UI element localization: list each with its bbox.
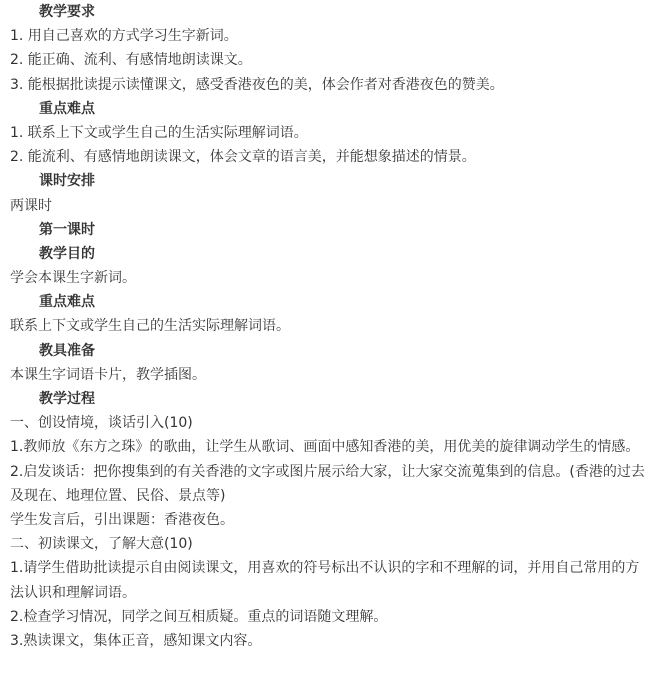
process-step-1-1: 1.教师放《东方之珠》的歌曲，让学生从歌词、画面中感知香港的美，用优美的旋律调动学生的情感。 (10, 439, 640, 456)
heading-teaching-aids: 教具准备 (39, 342, 95, 359)
heading-key-difficulties: 重点难点 (39, 100, 95, 117)
requirement-item-2: 2. 能正确、流利、有感情地朗读课文。 (10, 52, 252, 69)
difficulty-item-1: 1. 联系上下文或学生自己的生活实际理解词语。 (10, 124, 308, 141)
heading-schedule: 课时安排 (39, 173, 95, 190)
heading-teaching-purpose: 教学目的 (39, 245, 95, 262)
process-section-1: 一、创设情境，谈话引入(10) (10, 415, 193, 432)
difficulty-item-2: 2. 能流利、有感情地朗读课文，体会文章的语言美，并能想象描述的情景。 (10, 149, 476, 166)
process-step-2-2: 2.检查学习情况，同学之间互相质疑。重点的词语随文理解。 (10, 608, 388, 625)
schedule-text: 两课时 (10, 197, 52, 214)
heading-key-difficulties-2: 重点难点 (39, 294, 95, 311)
requirement-item-3: 3. 能根据批读提示读懂课文，感受香港夜色的美，体会作者对香港夜色的赞美。 (10, 76, 504, 93)
aids-text: 本课生字词语卡片，教学插图。 (10, 366, 206, 383)
heading-teaching-requirements: 教学要求 (39, 4, 95, 20)
heading-first-lesson: 第一课时 (39, 221, 95, 238)
process-step-1-note: 学生发言后，引出课题：香港夜色。 (10, 511, 234, 528)
process-step-1-2: 2.启发谈话：把你搜集到的有关香港的文字或图片展示给大家，让大家交流蒐集到的信息。(香港的过去及现在、地理位置、民俗、景点等) (10, 463, 645, 504)
purpose-text: 学会本课生字新词。 (10, 270, 136, 287)
process-step-2-3: 3.熟读课文，集体正音，感知课文内容。 (10, 632, 262, 649)
process-step-2-1: 1.请学生借助批读提示自由阅读课文，用喜欢的符号标出不认识的字和不理解的词，并用自己常用的方法认识和理解词语。 (10, 560, 640, 601)
difficulty-text-2: 联系上下文或学生自己的生活实际理解词语。 (10, 318, 290, 335)
requirement-item-1: 1. 用自己喜欢的方式学习生字新词。 (10, 28, 238, 45)
heading-teaching-process: 教学过程 (39, 391, 95, 407)
process-section-2: 二、初读课文，了解大意(10) (10, 536, 193, 553)
